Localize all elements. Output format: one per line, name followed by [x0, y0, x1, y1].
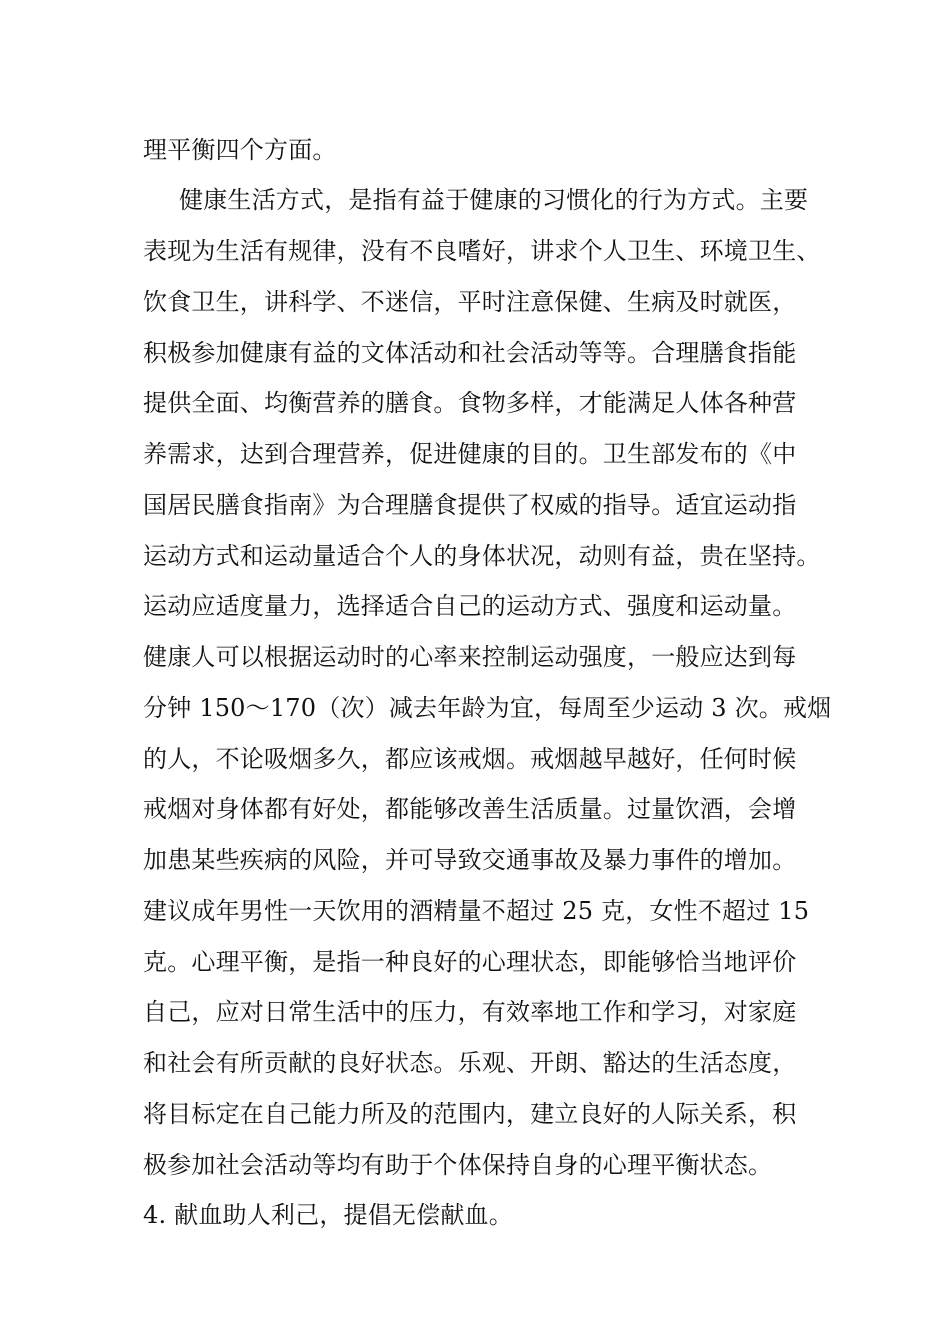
text-line: 将目标定在自己能力所及的范围内，建立良好的人际关系，积: [143, 1100, 797, 1128]
text-line: 运动方式和运动量适合个人的身体状况，动则有益，贵在坚持。: [143, 542, 821, 570]
text-line: 戒烟对身体都有好处，都能够改善生活质量。过量饮酒，会增: [143, 795, 797, 823]
text-line: 饮食卫生，讲科学、不迷信，平时注意保健、生病及时就医，: [143, 288, 797, 316]
text-line: 国居民膳食指南》为合理膳食提供了权威的指导。适宜运动指: [143, 491, 797, 519]
paragraph-first-line: 健康生活方式，是指有益于健康的习惯化的行为方式。主要: [179, 186, 809, 214]
text-line: 积极参加健康有益的文体活动和社会活动等等。合理膳食指能: [143, 339, 797, 367]
text-line: 极参加社会活动等均有助于个体保持自身的心理平衡状态。: [143, 1151, 773, 1179]
text-line: 提供全面、均衡营养的膳食。食物多样，才能满足人体各种营: [143, 389, 797, 417]
text-line: 分钟 150～170（次）减去年龄为宜，每周至少运动 3 次。戒烟: [143, 694, 832, 722]
text-line: 表现为生活有规律，没有不良嗜好，讲求个人卫生、环境卫生、: [143, 237, 821, 265]
text-line: 健康人可以根据运动时的心率来控制运动强度，一般应达到每: [143, 643, 797, 671]
text-line: 自己，应对日常生活中的压力，有效率地工作和学习，对家庭: [143, 998, 797, 1026]
text-line: 养需求，达到合理营养，促进健康的目的。卫生部发布的《中: [143, 440, 797, 468]
section-heading: 4. 献血助人利己，提倡无偿献血。: [143, 1201, 513, 1229]
text-line: 建议成年男性一天饮用的酒精量不超过 25 克，女性不超过 15: [143, 897, 810, 925]
text-line: 加患某些疾病的风险，并可导致交通事故及暴力事件的增加。: [143, 846, 797, 874]
text-line: 运动应适度量力，选择适合自己的运动方式、强度和运动量。: [143, 592, 797, 620]
text-line: 克。心理平衡，是指一种良好的心理状态，即能够恰当地评价: [143, 948, 797, 976]
text-line: 的人，不论吸烟多久，都应该戒烟。戒烟越早越好，任何时候: [143, 745, 797, 773]
text-line: 理平衡四个方面。: [143, 136, 337, 164]
text-line: 和社会有所贡献的良好状态。乐观、开朗、豁达的生活态度，: [143, 1049, 797, 1077]
